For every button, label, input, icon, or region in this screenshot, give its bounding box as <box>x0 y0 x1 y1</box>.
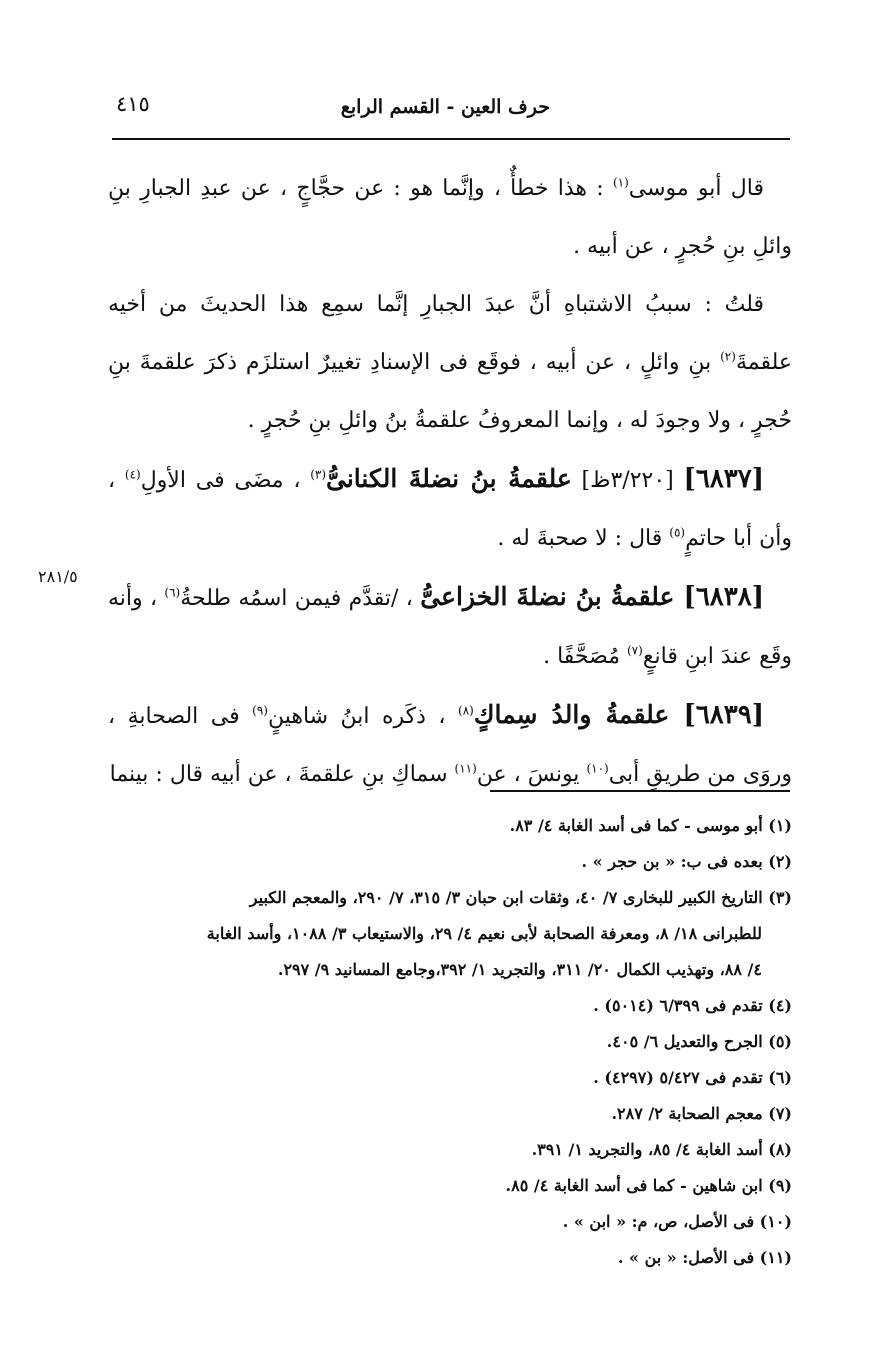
footnote-1: (١) أبو موسى - كما فى أسد الغابة ٤/ ٨٣. <box>509 816 792 835</box>
footnote-marker[interactable]: (١) <box>612 175 629 190</box>
footnote-9: (٩) ابن شاهين - كما فى أسد الغابة ٤/ ٨٥. <box>505 1176 792 1195</box>
footnote-3-continued <box>108 916 792 952</box>
footnote-7: (٧) معجم الصحابة ٢/ ٢٨٧. <box>611 1104 792 1123</box>
running-header <box>110 92 790 132</box>
entry-number: [٦٨٣٨] <box>683 582 764 612</box>
footnotes <box>108 808 792 1276</box>
text-run: فى الصحابةِ ، وروَى من طريقِ أبى <box>108 704 792 787</box>
entry-name: علقمةُ والدُ سِماكٍ <box>473 700 684 729</box>
text-run: قلتُ : سببُ الاشتباهِ أنَّ عبدَ الجبارِ إنَّما سمِع هذا الحديثَ من أخيه علقمةَ <box>108 292 792 375</box>
margin-reference: ٢٨١/٥ <box>38 567 78 586</box>
entry-6838 <box>108 568 792 686</box>
footnote-marker[interactable]: (٤) <box>124 467 141 482</box>
footnote-3-continued <box>108 952 792 988</box>
footnote-separator <box>490 790 790 792</box>
footnote-2: (٢) بعده فى ب: « بن حجر » . <box>581 852 792 871</box>
footnote-marker[interactable]: (٣) <box>310 467 327 482</box>
footnote-5: (٥) الجرح والتعديل ٦/ ٤٠٥. <box>606 1032 792 1051</box>
entry-name: علقمةُ بنُ نضلةَ الخزاعىُّ <box>420 582 684 611</box>
text-run: ، وأن أبا حاتمٍ <box>108 468 792 551</box>
text-run: سماكِ بنِ علقمةَ ، عن أبيه قال : بينما <box>109 762 455 787</box>
footnote-3: (٣) التاريخ الكبير للبخارى ٧/ ٤٠، وثقات ابن حبان ٣/ ٣١٥، ٧/ ٢٩٠، والمعجم الكبير <box>249 888 792 907</box>
entry-6837 <box>108 450 792 568</box>
paragraph-abu-musa <box>108 160 792 276</box>
entry-name: علقمةُ بنُ نضلةَ الكنانىُّ <box>326 464 572 493</box>
text-run: ، ذكَره ابنُ شاهينٍ <box>267 704 459 729</box>
footnote-3-line-3: ٤/ ٨٨، وتهذيب الكمال ٢٠/ ٣١١، والتجريد ١/ ٣٩٢،وجامع المسانيد ٩/ ٢٩٧. <box>277 960 762 979</box>
text-run: قال أبو موسى <box>628 176 764 201</box>
footnote-marker[interactable]: (٩) <box>252 703 268 718</box>
footnote-marker[interactable]: (٢) <box>720 349 736 364</box>
footnote-marker[interactable]: (٦) <box>164 585 181 600</box>
footnote-4: (٤) تقدم فى ٦/٣٩٩ (٥٠١٤) . <box>593 996 792 1015</box>
entry-number: [٦٨٣٩] <box>683 700 764 730</box>
text-run: ، /تقدَّم فيمن اسمُه طلحةُ <box>180 586 421 611</box>
text-run: يونسَ ، عن <box>476 762 587 787</box>
footnote-8: (٨) أسد الغابة ٤/ ٨٥، والتجريد ١/ ٣٩١. <box>531 1140 792 1159</box>
text-run: ، وأنه وقَع عندَ ابنِ قانعٍ <box>108 586 792 669</box>
volume-reference: [٣/٢٢٠ظ] <box>571 468 684 493</box>
header-title: حرف العين - القسم الرابع <box>340 96 550 118</box>
footnote-marker[interactable]: (٥) <box>669 525 686 540</box>
page-number: ٤١٥ <box>116 92 150 116</box>
text-run: قال : لا صحبةَ له . <box>497 526 670 551</box>
main-text <box>108 160 792 804</box>
entry-6839 <box>108 686 792 804</box>
footnote-marker[interactable]: (٧) <box>626 643 643 658</box>
text-run: بنِ وائلٍ ، عن أبيه ، فوقَع فى الإسنادِ تغييرٌ استلزَم ذكرَ علقمةَ بنِ حُجرٍ ، ولا وجودَ له ، وإنما المعروفُ علقمةُ بنُ وائلِ بنِ حُجرٍ . <box>108 350 792 433</box>
text-run: : هذا خطأٌ ، وإنَّما هو : عن حجَّاجٍ ، عن عبدِ الجبارِ بنِ وائلِ بنِ حُجرٍ ، عن أبيه . <box>108 176 792 259</box>
footnote-10: (١٠) فى الأصل، ص، م: « ابن » . <box>562 1212 792 1231</box>
footnote-3-line-2: للطبرانى ١٨/ ٨، ومعرفة الصحابة لأبى نعيم ٤/ ٢٩، والاستيعاب ٣/ ١٠٨٨، وأسد الغابة <box>206 924 762 943</box>
text-run: مُصَحَّفًا . <box>543 644 627 669</box>
footnote-11: (١١) فى الأصل: « بن » . <box>617 1248 792 1267</box>
footnote-marker[interactable]: (٨) <box>458 703 474 718</box>
text-run: ، مضَى فى الأولِ <box>140 468 311 493</box>
footnote-marker[interactable]: (١٠) <box>586 761 609 776</box>
footnote-marker[interactable]: (١١) <box>454 761 477 776</box>
header-rule <box>112 138 790 140</box>
footnote-6: (٦) تقدم فى ٥/٤٢٧ (٤٢٩٧) . <box>593 1068 792 1087</box>
paragraph-qultu <box>108 276 792 450</box>
entry-number: [٦٨٣٧] <box>683 464 765 494</box>
